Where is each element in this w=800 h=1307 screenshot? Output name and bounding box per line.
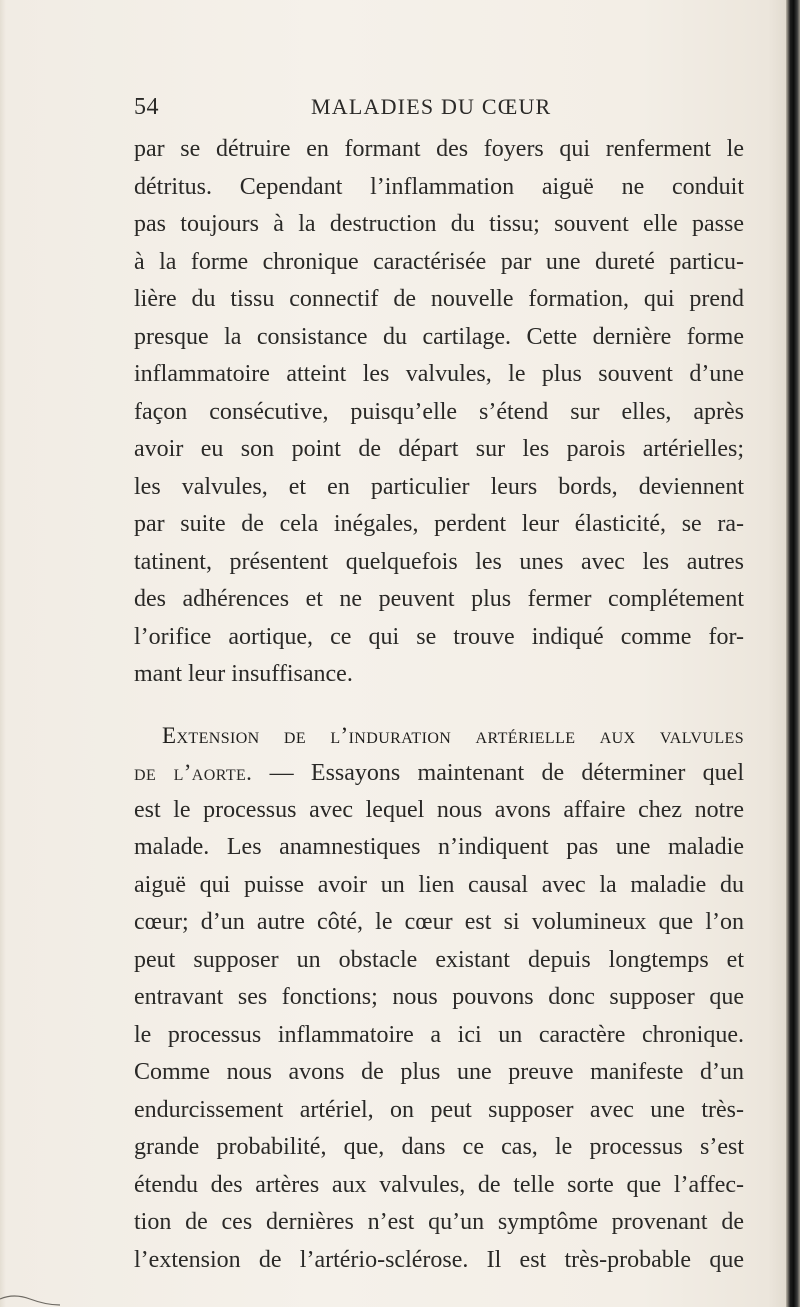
text-line: avoir eu son point de départ sur les parois artérielles; (134, 436, 744, 462)
text-line: inflammatoire atteint les valvules, le plus souvent d’une (134, 361, 744, 387)
section-heading-continued: de l’aorte. (134, 760, 253, 785)
text-line: presque la consistance du cartilage. Cette dernière forme (134, 323, 744, 350)
text-run: — Essayons maintenant de déterminer quel (252, 760, 744, 786)
section-heading-line (134, 717, 744, 755)
section-heading: Extension de l’induration artérielle aux valvules (162, 722, 744, 748)
text-line: tatinent, présentent quelquefois les unes avec les autres (134, 548, 744, 575)
text-line: cœur; d’un autre côté, le cœur est si volumineux que l’on (134, 909, 744, 935)
text-line: tion de ces dernières n’est qu’un symptôme provenant de (134, 1209, 744, 1235)
text-line: par suite de cela inégales, perdent leur élasticité, se ra- (134, 511, 744, 537)
text-line: l’orifice aortique, ce qui se trouve indiqué comme for- (134, 623, 744, 650)
page-left-shadow (0, 0, 6, 1307)
text-line: pas toujours à la destruction du tissu; souvent elle passe (134, 211, 744, 237)
text-line: étendu des artères aux valvules, de telle sorte que l’affec- (134, 1171, 744, 1198)
page-header (134, 94, 744, 126)
book-edge (786, 0, 800, 1307)
body-text (134, 131, 744, 1279)
corner-fold-mark (0, 1277, 60, 1307)
page-number: 54 (134, 94, 159, 120)
text-line: aiguë qui puisse avoir un lien causal avec la maladie du (134, 871, 744, 898)
paragraph-gap (134, 694, 744, 717)
text-line: grande probabilité, que, dans ce cas, le processus s’est (134, 1134, 744, 1160)
paragraph-2 (134, 717, 744, 1280)
section-heading-line (134, 754, 744, 792)
text-line: entravant ses fonctions; nous pouvons donc supposer que (134, 984, 744, 1010)
text-line: est le processus avec lequel nous avons affaire chez notre (134, 796, 744, 823)
text-line: à la forme chronique caractérisée par une dureté particu- (134, 248, 744, 275)
text-line: lière du tissu connectif de nouvelle formation, qui prend (134, 286, 744, 312)
text-line: malade. Les anamnestiques n’indiquent pas une maladie (134, 834, 744, 860)
text-line: l’extension de l’artério-sclérose. Il est très-probable que (134, 1246, 744, 1273)
paragraph-1 (134, 131, 744, 694)
text-line: détritus. Cependant l’inflammation aiguë ne conduit (134, 173, 744, 200)
text-line: Comme nous avons de plus une preuve manifeste d’un (134, 1059, 744, 1085)
text-line: peut supposer un obstacle existant depuis longtemps et (134, 946, 744, 973)
text-line: le processus inflammatoire a ici un caractère chronique. (134, 1021, 744, 1048)
text-line: endurcissement artériel, on peut supposer avec une très- (134, 1096, 744, 1123)
text-line: les valvules, et en particulier leurs bords, deviennent (134, 473, 744, 500)
text-line: des adhérences et ne peuvent plus fermer complétement (134, 586, 744, 612)
running-title: MALADIES DU CŒUR (311, 94, 552, 119)
text-line: par se détruire en formant des foyers qui renferment le (134, 136, 744, 162)
text-line: mant leur insuffisance. (134, 661, 353, 687)
text-line: façon consécutive, puisqu’elle s’étend sur elles, après (134, 398, 744, 425)
